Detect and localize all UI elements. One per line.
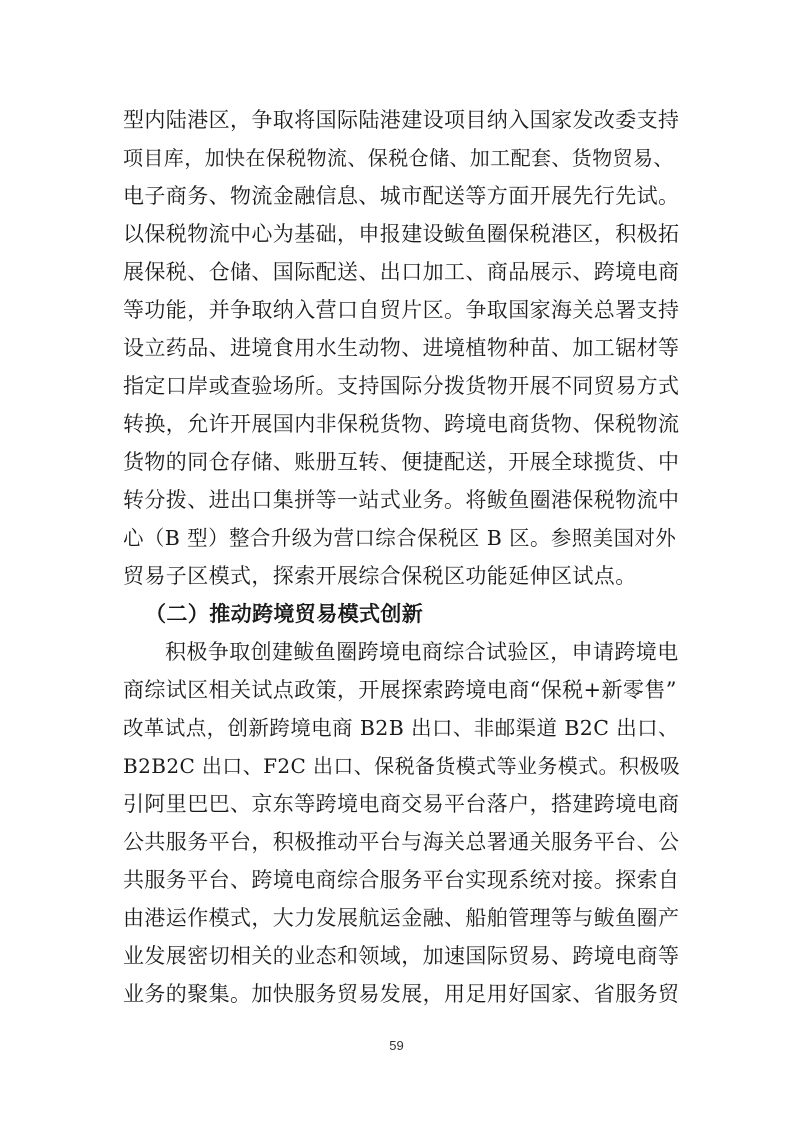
- paragraph-2-line: 业务的聚集。加快服务贸易发展，用足用好国家、省服务贸: [123, 982, 680, 1006]
- page-number: 59: [389, 1038, 404, 1053]
- paragraph-1-line: 展保税、仓储、国际配送、出口加工、商品展示、跨境电商: [123, 260, 680, 284]
- paragraph-2-line: B2B2C 出口、F2C 出口、保税备货模式等业务模式。积极吸: [123, 754, 681, 778]
- paragraph-1-line: 货物的同仓存储、账册互转、便捷配送，开展全球揽货、中: [123, 450, 680, 474]
- paragraph-1-line: 项目库，加快在保税物流、保税仓储、加工配套、货物贸易、: [123, 146, 674, 170]
- paragraph-1-line: 转换，允许开展国内非保税货物、跨境电商货物、保税物流: [123, 412, 680, 436]
- paragraph-1-line: 电子商务、物流金融信息、城市配送等方面开展先行先试。: [123, 184, 680, 208]
- paragraph-1-line: 贸易子区模式，探索开展综合保税区功能延伸区试点。: [123, 564, 637, 588]
- paragraph-1-line: 设立药品、进境食用水生动物、进境植物种苗、加工锯材等: [123, 336, 680, 360]
- paragraph-2-line: 由港运作模式，大力发展航运金融、船舶管理等与鲅鱼圈产: [123, 906, 680, 930]
- paragraph-1-line: 心（B 型）整合升级为营口综合保税区 B 区。参照美国对外: [123, 526, 677, 550]
- paragraph-1-line: 指定口岸或查验场所。支持国际分拨货物开展不同贸易方式: [123, 374, 680, 398]
- paragraph-2-line: 商综试区相关试点政策，开展探索跨境电商“保税+新零售”: [123, 678, 677, 702]
- paragraph-2-line: 积极争取创建鲅鱼圈跨境电商综合试验区，申请跨境电: [165, 640, 679, 664]
- paragraph-1-line: 转分拨、进出口集拼等一站式业务。将鲅鱼圈港保税物流中: [123, 488, 680, 512]
- paragraph-1-line: 型内陆港区，争取将国际陆港建设项目纳入国家发改委支持: [123, 108, 680, 132]
- paragraph-2-line: 引阿里巴巴、京东等跨境电商交易平台落户，搭建跨境电商: [123, 792, 680, 816]
- paragraph-1-line: 等功能，并争取纳入营口自贸片区。争取国家海关总署支持: [123, 298, 680, 322]
- paragraph-2-line: 改革试点，创新跨境电商 B2B 出口、非邮渠道 B2C 出口、: [123, 716, 679, 740]
- paragraph-2-line: 公共服务平台，积极推动平台与海关总署通关服务平台、公: [123, 830, 680, 854]
- paragraph-1-line: 以保税物流中心为基础，申报建设鲅鱼圈保税港区，积极拓: [123, 222, 680, 246]
- paragraph-2-line: 业发展密切相关的业态和领域，加速国际贸易、跨境电商等: [123, 944, 680, 968]
- section-heading: （二）推动跨境贸易模式创新: [145, 601, 424, 626]
- paragraph-2-line: 共服务平台、跨境电商综合服务平台实现系统对接。探索自: [123, 868, 680, 892]
